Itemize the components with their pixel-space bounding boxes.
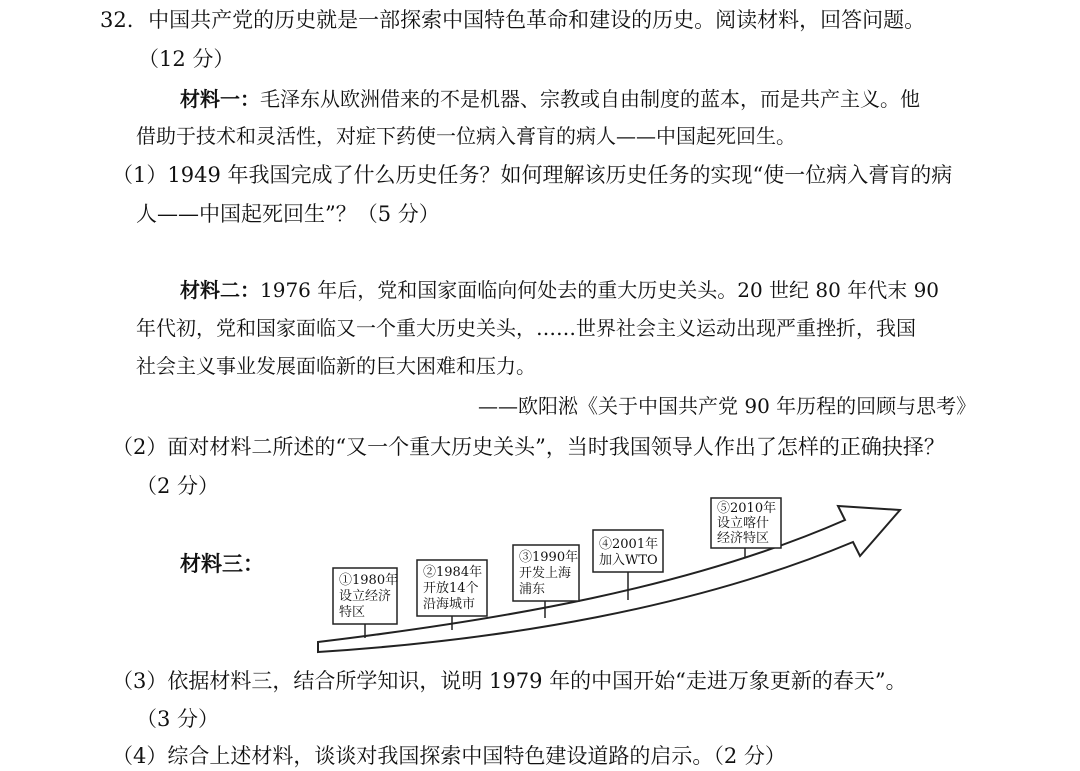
material2-label: 材料二： (180, 278, 260, 302)
q3-line2: （3 分） (136, 707, 220, 731)
material1-line1 (180, 85, 920, 113)
box3-line3: 浦东 (519, 582, 546, 597)
material2-line1 (180, 276, 939, 304)
q2-line1: （2）面对材料二所述的“又一个重大历史关头”，当时我国领导人作出了怎样的正确抉择？ (112, 435, 945, 459)
question-number: 32. (100, 8, 134, 32)
question-header (100, 6, 925, 34)
material2-line3: 社会主义事业发展面临新的巨大困难和压力。 (136, 354, 536, 378)
material1-line2: 借助于技术和灵活性，对症下药使一位病入膏肓的病人——中国起死回生。 (136, 124, 796, 148)
box2-line1: ②1984年 (423, 565, 483, 580)
box3-line1: ③1990年 (519, 550, 579, 565)
material2-line2: 年代初，党和国家面临又一个重大历史关头，……世界社会主义运动出现严重挫折，我国 (136, 316, 916, 340)
q3-line1: （3）依据材料三，结合所学知识，说明 1979 年的中国开始“走进万象更新的春天”。 (112, 669, 907, 693)
question-stem: 中国共产党的历史就是一部探索中国特色革命和建设的历史。阅读材料，回答问题。 (148, 8, 926, 32)
box2-line3: 沿海城市 (423, 597, 476, 612)
q1-line2: 人——中国起死回生”？（5 分） (136, 202, 440, 226)
box2-line2: 开放14个 (423, 581, 479, 596)
box4-line1: ④2001年 (599, 537, 659, 552)
q1-line1: （1）1949 年我国完成了什么历史任务？如何理解该历史任务的实现“使一位病入膏肓的病 (112, 163, 953, 187)
question-score: （12 分） (138, 47, 235, 71)
q4-line1: （4）综合上述材料，谈谈对我国探索中国特色建设道路的启示。（2 分） (112, 744, 786, 768)
box5-line2: 设立喀什 (717, 516, 770, 531)
timeline-box-1 (333, 568, 398, 638)
material2-text1: 1976 年后，党和国家面临向何处去的重大历史关头。20 世纪 80 年代末 90 (260, 278, 940, 302)
box1-line3: 特区 (339, 605, 366, 620)
timeline-diagram (300, 490, 920, 660)
growth-arrow-body (318, 506, 900, 652)
material1-text1: 毛泽东从欧洲借来的不是机器、宗教或自由制度的蓝本，而是共产主义。他 (260, 87, 920, 111)
material2-source: ——欧阳淞《关于中国共产党 90 年历程的回顾与思考》 (478, 394, 977, 418)
box3-line2: 开发上海 (519, 566, 572, 581)
material1-label: 材料一： (180, 87, 260, 111)
material3-label: 材料三： (180, 551, 264, 576)
q2-line2: （2 分） (136, 474, 220, 498)
box5-line1: ⑤2010年 (717, 501, 777, 516)
box1-line1: ①1980年 (339, 573, 399, 588)
box5-line3: 经济特区 (717, 531, 770, 546)
box4-line2: 加入WTO (599, 553, 658, 568)
box1-line2: 设立经济 (339, 589, 392, 604)
